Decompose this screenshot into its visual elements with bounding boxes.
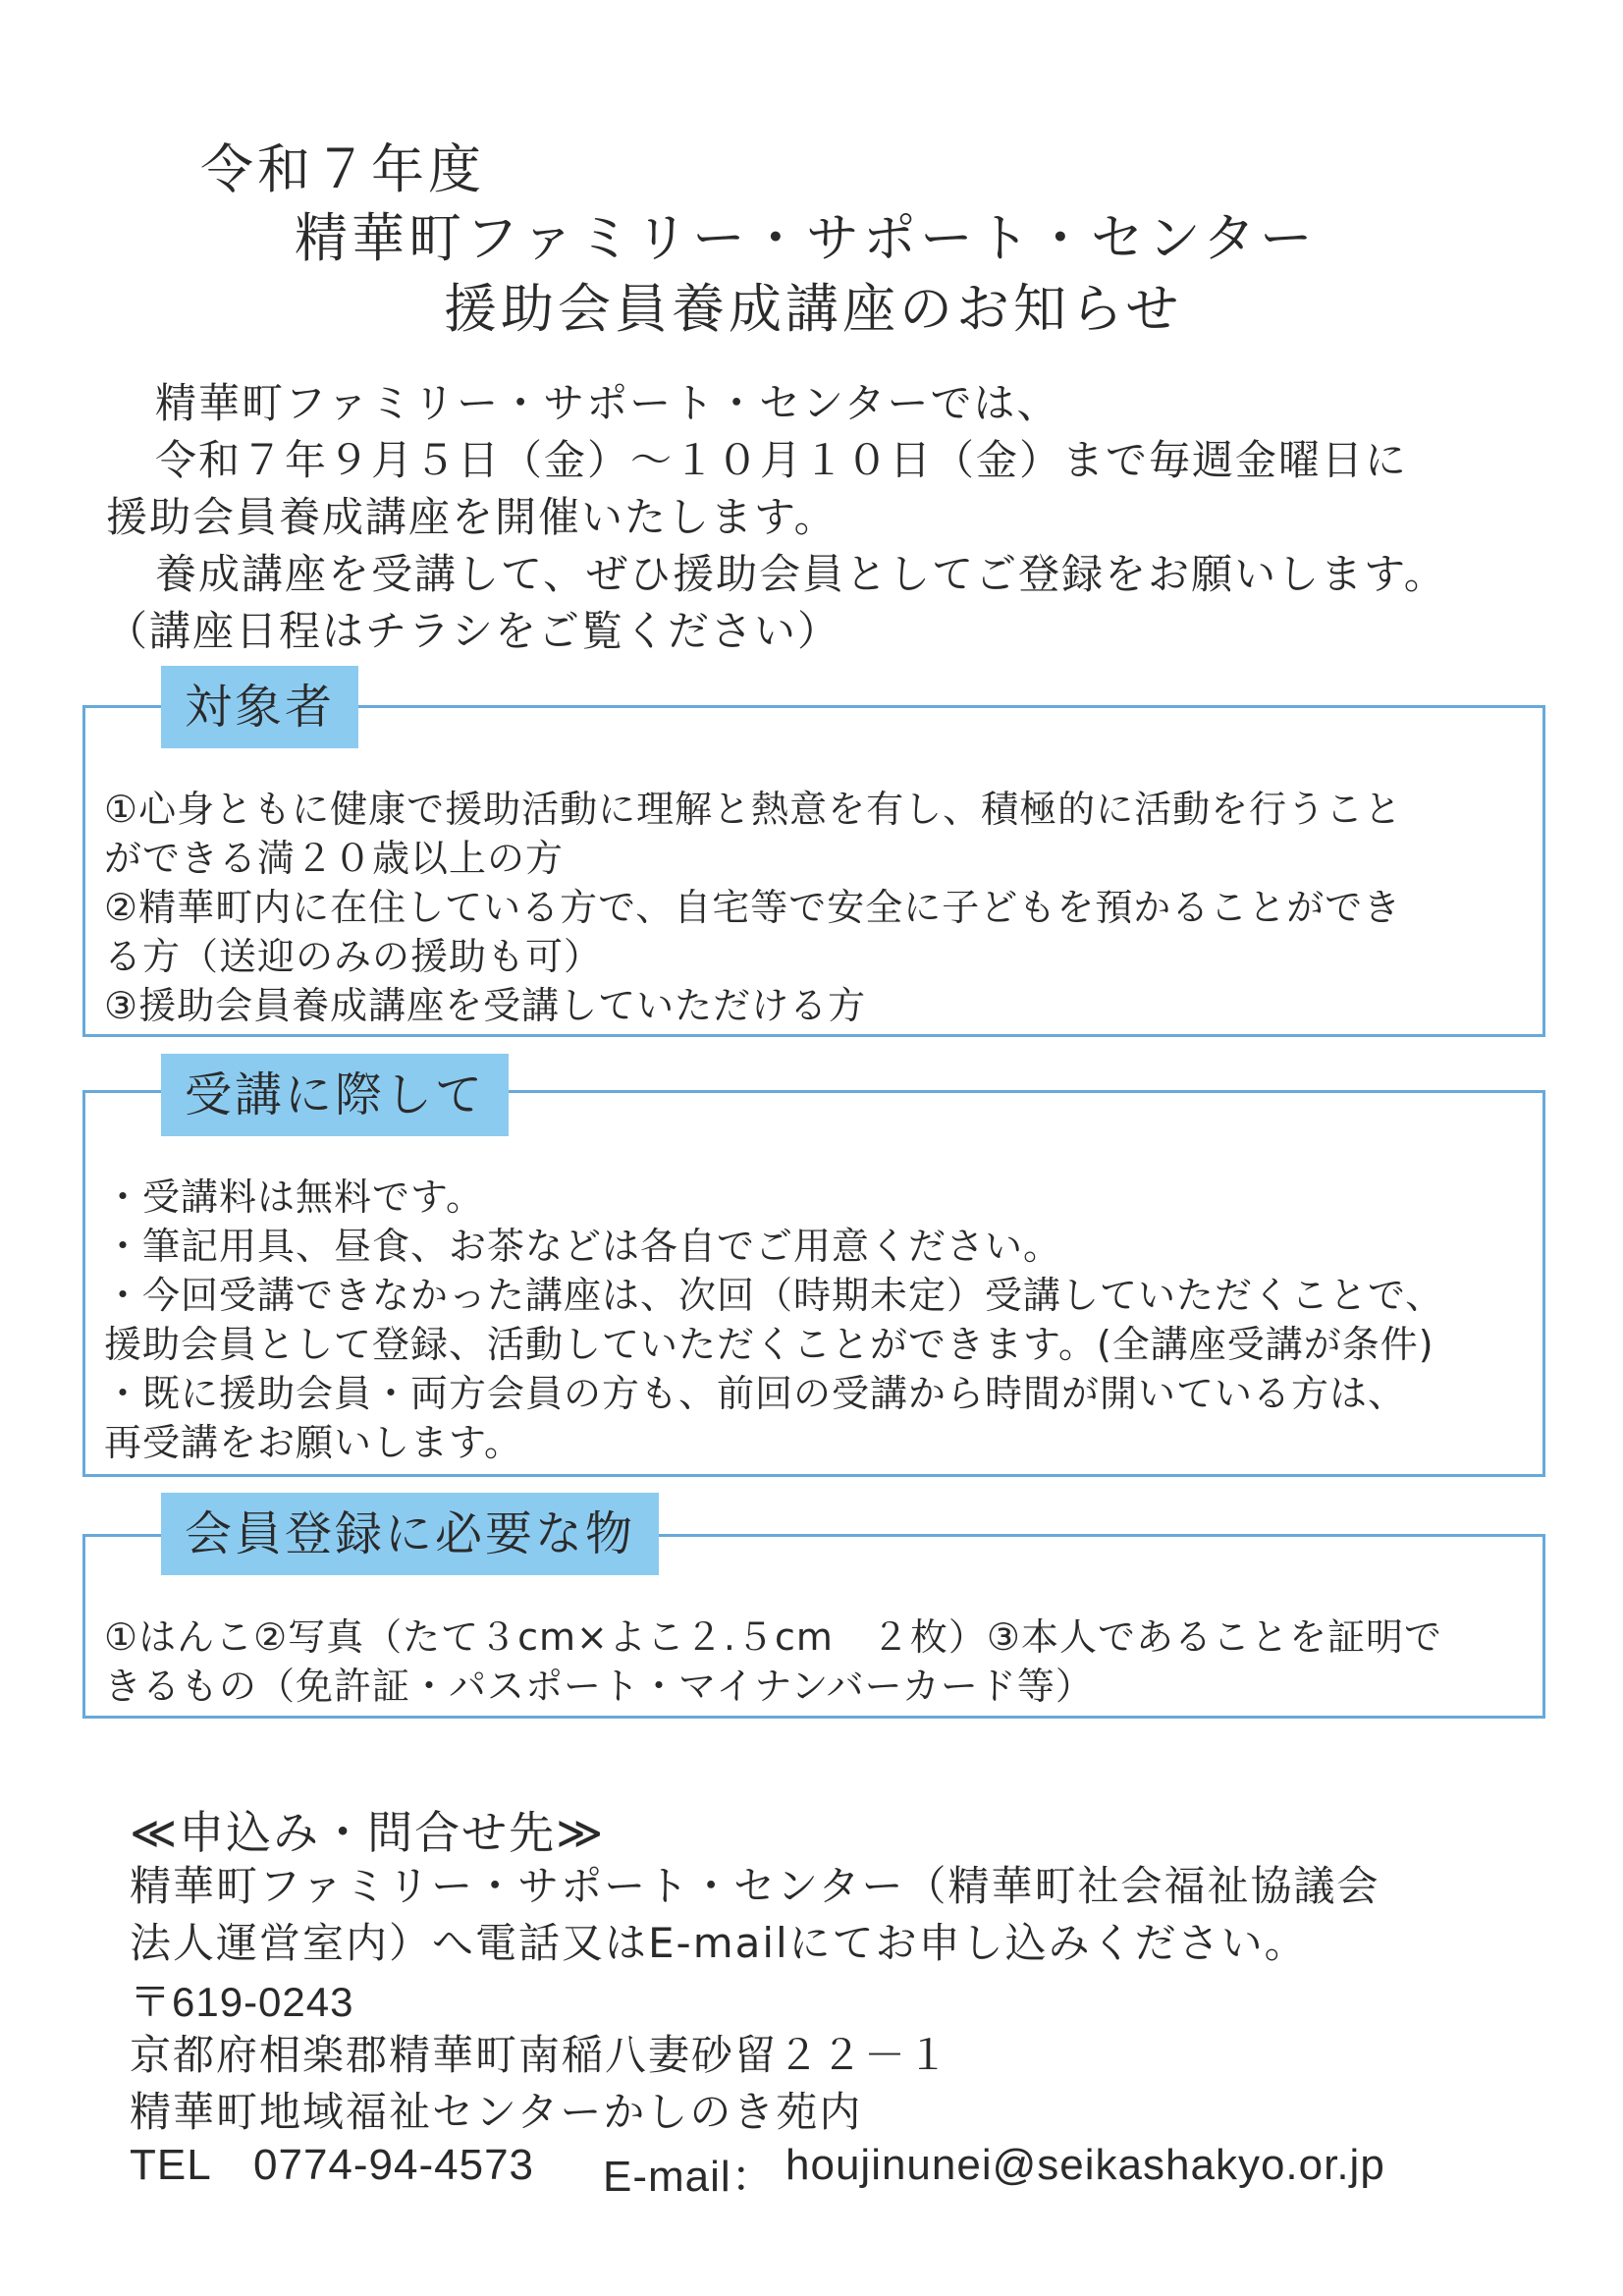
attendance-line-3: ・今回受講できなかった講座は、次回（時期未定）受講していただくことで、: [104, 1274, 1444, 1317]
page-title-line1: 精華町ファミリー・サポート・センター: [295, 207, 1317, 269]
page-title-line2: 援助会員養成講座のお知らせ: [444, 278, 1183, 340]
contact-tel-label: TEL: [130, 2141, 212, 2189]
target-line-3: ②精華町内に在住している方で、自宅等で安全に子どもを預かることができ: [104, 886, 1402, 929]
registration-line-1: ①はんこ②写真（たて３cm×よこ２.５cm ２枚）③本人であることを証明で: [104, 1615, 1442, 1659]
contact-tel[interactable]: 0774-94-4573: [253, 2141, 535, 2189]
target-line-2: ができる満２０歳以上の方: [104, 837, 565, 880]
contact-postal: 〒619-0243: [130, 1979, 354, 2025]
attendance-line-6: 再受講をお願いします。: [104, 1421, 522, 1464]
contact-email[interactable]: houjinunei@seikashakyo.or.jp: [785, 2141, 1385, 2189]
section-registration-label: 会員登録に必要な物: [161, 1493, 659, 1575]
contact-heading: ≪申込み・問合せ先≫: [130, 1806, 606, 1859]
intro-line2: 令和７年９月５日（金）～１０月１０日（金）まで毎週金曜日に: [155, 436, 1409, 484]
target-line-5: ③援助会員養成講座を受講していただける方: [104, 984, 867, 1027]
header-year: 令和７年度: [200, 138, 485, 200]
contact-address: 京都府相楽郡精華町南稲八妻砂留２２－１: [130, 2031, 951, 2079]
contact-line2: 法人運営室内）へ電話又はE-mailにてお申し込みください。: [130, 1919, 1308, 1967]
registration-line-2: きるもの（免許証・パスポート・マイナンバーカード等）: [104, 1665, 1094, 1708]
attendance-line-4: 援助会員として登録、活動していただくことができます。(全講座受講が条件): [104, 1323, 1434, 1366]
contact-building: 精華町地域福祉センターかしのき苑内: [130, 2088, 863, 2136]
target-line-1: ①心身ともに健康で援助活動に理解と熱意を有し、積極的に活動を行うこと: [104, 788, 1403, 831]
attendance-line-1: ・受講料は無料です。: [104, 1175, 484, 1219]
target-line-4: る方（送迎のみの援助も可）: [104, 935, 603, 978]
intro-line4: 養成講座を受講して、ぜひ援助会員としてご登録をお願いします。: [155, 550, 1447, 598]
contact-line1: 精華町ファミリー・サポート・センター（精華町社会福祉協議会: [130, 1862, 1380, 1910]
attendance-line-5: ・既に援助会員・両方会員の方も、前回の受講から時間が開いている方は、: [104, 1372, 1407, 1415]
section-target-label: 対象者: [161, 666, 358, 748]
intro-line5: （講座日程はチラシをご覧ください）: [106, 607, 841, 655]
contact-email-label: E-mail：: [603, 2153, 776, 2201]
intro-line3: 援助会員養成講座を開催いたします。: [106, 493, 838, 541]
section-attendance-label: 受講に際して: [161, 1054, 509, 1136]
intro-line1: 精華町ファミリー・サポート・センターでは、: [155, 379, 1060, 427]
attendance-line-2: ・筆記用具、昼食、お茶などは各自でご用意ください。: [104, 1225, 1062, 1268]
